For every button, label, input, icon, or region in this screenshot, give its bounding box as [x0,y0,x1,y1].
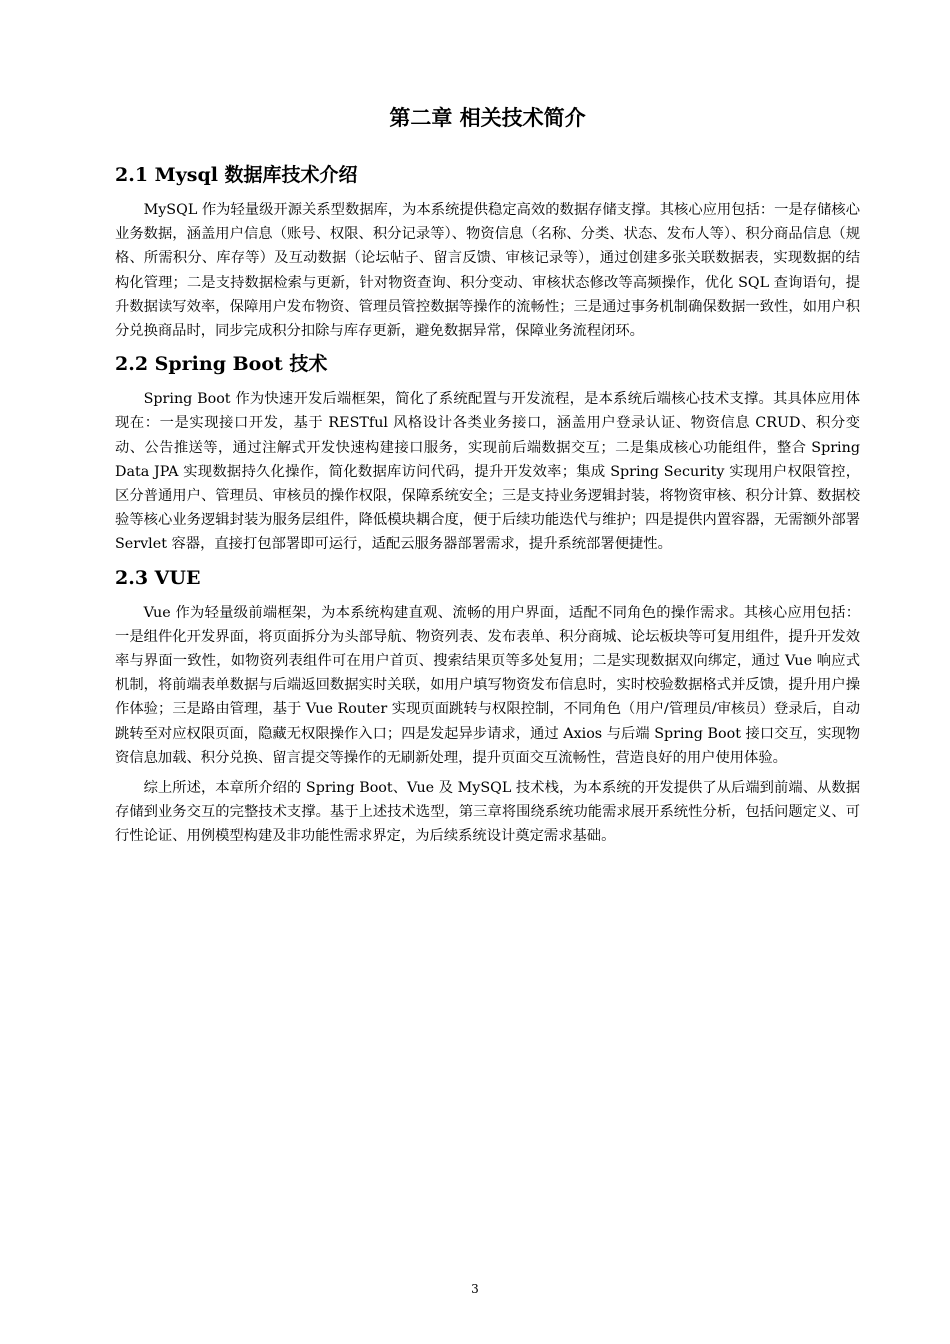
section-2-3 [115,563,860,849]
body-paragraph: MySQL 作为轻量级开源关系型数据库，为本系统提供稳定高效的数据存储支撑。其核心应用包括：一是存储核心业务数据，涵盖用户信息（账号、权限、积分记录等）、物资信息（名称、分类、状态、发布人等）、积分商品信息（规格、所需积分、库存等）及互动数据（论坛帖子、留言反馈、审核记录等），通过创建多张关联数据表，实现数据的结构化管理；二是支持数据检索与更新，针对物资查询、积分变动、审核状态修改等高频操作，优化 SQL 查询语句，提升数据读写效率，保障用户发布物资、管理员管控数据等操作的流畅性；三是通过事务机制确保数据一致性，如用户积分兑换商品时，同步完成积分扣除与库存更新，避免数据异常，保障业务流程闭环。 [115,202,860,340]
section-heading: 2.3 VUE [115,566,201,589]
section-2-1 [115,160,860,343]
section-heading: 2.1 Mysql 数据库技术介绍 [115,164,358,186]
summary-paragraph: 综上所述，本章所介绍的 Spring Boot、Vue 及 MySQL 技术栈，为本系统的开发提供了从后端到前端、从数据存储到业务交互的完整技术支撑。基于上述技术选型，第三章将围绕系统功能需求展开系统性分析，包括问题定义、可行性论证、用例模型构建及非功能性需求界定，为后续系统设计奠定需求基础。 [115,780,860,845]
section-heading: 2.2 Spring Boot 技术 [115,353,328,376]
page-number: 3 [471,1282,479,1296]
body-paragraph: Spring Boot 作为快速开发后端框架，简化了系统配置与开发流程，是本系统后端核心技术支撑。其具体应用体现在：一是实现接口开发，基于 RESTful 风格设计各类业务接口，涵盖用户登录认证、物资信息 CRUD、积分变动、公告推送等，通过注解式开发快速构建接口服务，实现前后端数据交互；二是集成核心功能组件，整合 Spring Data JPA 实现数据持久化操作，简化数据库访问代码，提升开发效率；集成 Spring Security 实现用户权限管控，区分普通用户、管理员、审核员的操作权限，保障系统安全；三是支持业务逻辑封装，将物资审核、积分计算、数据校验等核心业务逻辑封装为服务层组件，降低模块耦合度，便于后续功能迭代与维护；四是提供内置容器，无需额外部署 Servlet 容器，直接打包部署即可运行，适配云服务器部署需求，提升系统部署便捷性。 [115,391,860,553]
section-2-2 [115,349,860,556]
chapter-title: 第二章 相关技术简介 [389,105,586,130]
page-content [115,100,860,855]
body-paragraph: Vue 作为轻量级前端框架，为本系统构建直观、流畅的用户界面，适配不同角色的操作需求。其核心应用包括：一是组件化开发界面，将页面拆分为头部导航、物资列表、发布表单、积分商城、论坛板块等可复用组件，提升开发效率与界面一致性，如物资列表组件可在用户首页、搜索结果页等多处复用；二是实现数据双向绑定，通过 Vue 响应式机制，将前端表单数据与后端返回数据实时关联，如用户填写物资发布信息时，实时校验数据格式并反馈，提升用户操作体验；三是路由管理，基于 Vue Router 实现页面跳转与权限控制，不同角色（用户/管理员/审核员）登录后，自动跳转至对应权限页面，隐藏无权限操作入口；四是发起异步请求，通过 Axios 与后端 Spring Boot 接口交互，实现物资信息加载、积分兑换、留言提交等操作的无刷新处理，提升页面交互流畅性，营造良好的用户使用体验。 [115,604,860,766]
